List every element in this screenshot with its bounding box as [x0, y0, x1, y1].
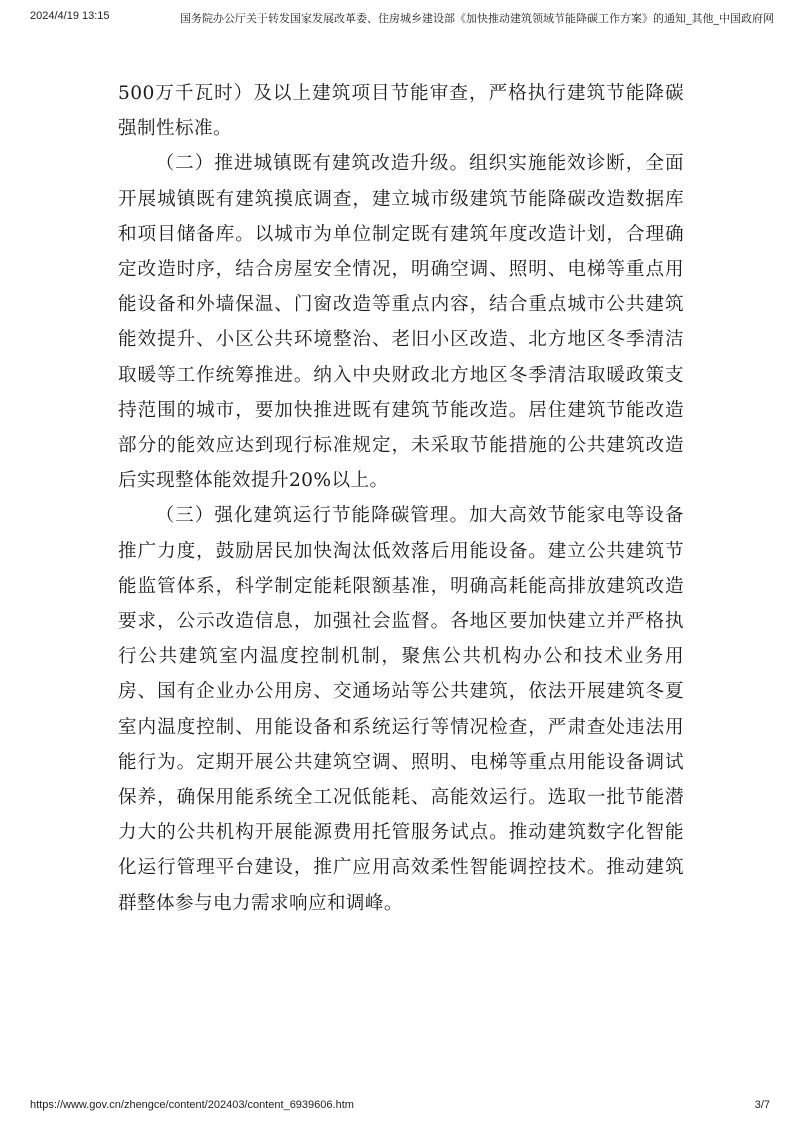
page-number: 3/7: [754, 1099, 770, 1111]
source-url-link[interactable]: https://www.gov.cn/zhengce/content/202403/content_6939606.htm: [30, 1099, 354, 1111]
paragraph-continuation: 500万千瓦时）及以上建筑项目节能审查，严格执行建筑节能降碳强制性标准。: [118, 83, 684, 140]
document-body: [118, 76, 684, 921]
paragraph-operation-management: （三）强化建筑运行节能降碳管理。加大高效节能家电等设备推广力度，鼓励居民加快淘汰低效落后用能设备。建立公共建筑节能监管体系，科学制定能耗限额基准，明确高耗能高排放建筑改造要求，公示改造信息，加强社会监督。各地区要加快建立并严格执行公共建筑室内温度控制机制，聚焦公共机构办公和技术业务用房、国有企业办公用房、交通场站等公共建筑，依法开展建筑冬夏室内温度控制、用能设备和系统运行等情况检查，严肃查处违法用能行为。定期开展公共建筑空调、照明、电梯等重点用能设备调试保养，确保用能系统全工况低能耗、高能效运行。选取一批节能潜力大的公共机构开展能源费用托管服务试点。推动建筑数字化智能化运行管理平台建设，推广应用高效柔性智能调控技术。推动建筑群整体参与电力需求响应和调峰。: [118, 505, 684, 914]
print-datetime: 2024/4/19 13:15: [30, 10, 110, 22]
page-title: 国务院办公厅关于转发国家发展改革委、住房城乡建设部《加快推动建筑领域节能降碳工作方案》的通知_其他_中国政府网: [180, 12, 774, 25]
paragraph-existing-building-retrofit: （二）推进城镇既有建筑改造升级。组织实施能效诊断，全面开展城镇既有建筑摸底调查，建立城市级建筑节能降碳改造数据库和项目储备库。以城市为单位制定既有建筑年度改造计划，合理确定改造时序，结合房屋安全情况，明确空调、照明、电梯等重点用能设备和外墙保温、门窗改造等重点内容，结合重点城市公共建筑能效提升、小区公共环境整治、老旧小区改造、北方地区冬季清洁取暖等工作统筹推进。纳入中央财政北方地区冬季清洁取暖政策支持范围的城市，要加快推进既有建筑节能改造。居住建筑节能改造部分的能效应达到现行标准规定，未采取节能措施的公共建筑改造后实现整体能效提升20%以上。: [118, 153, 684, 492]
